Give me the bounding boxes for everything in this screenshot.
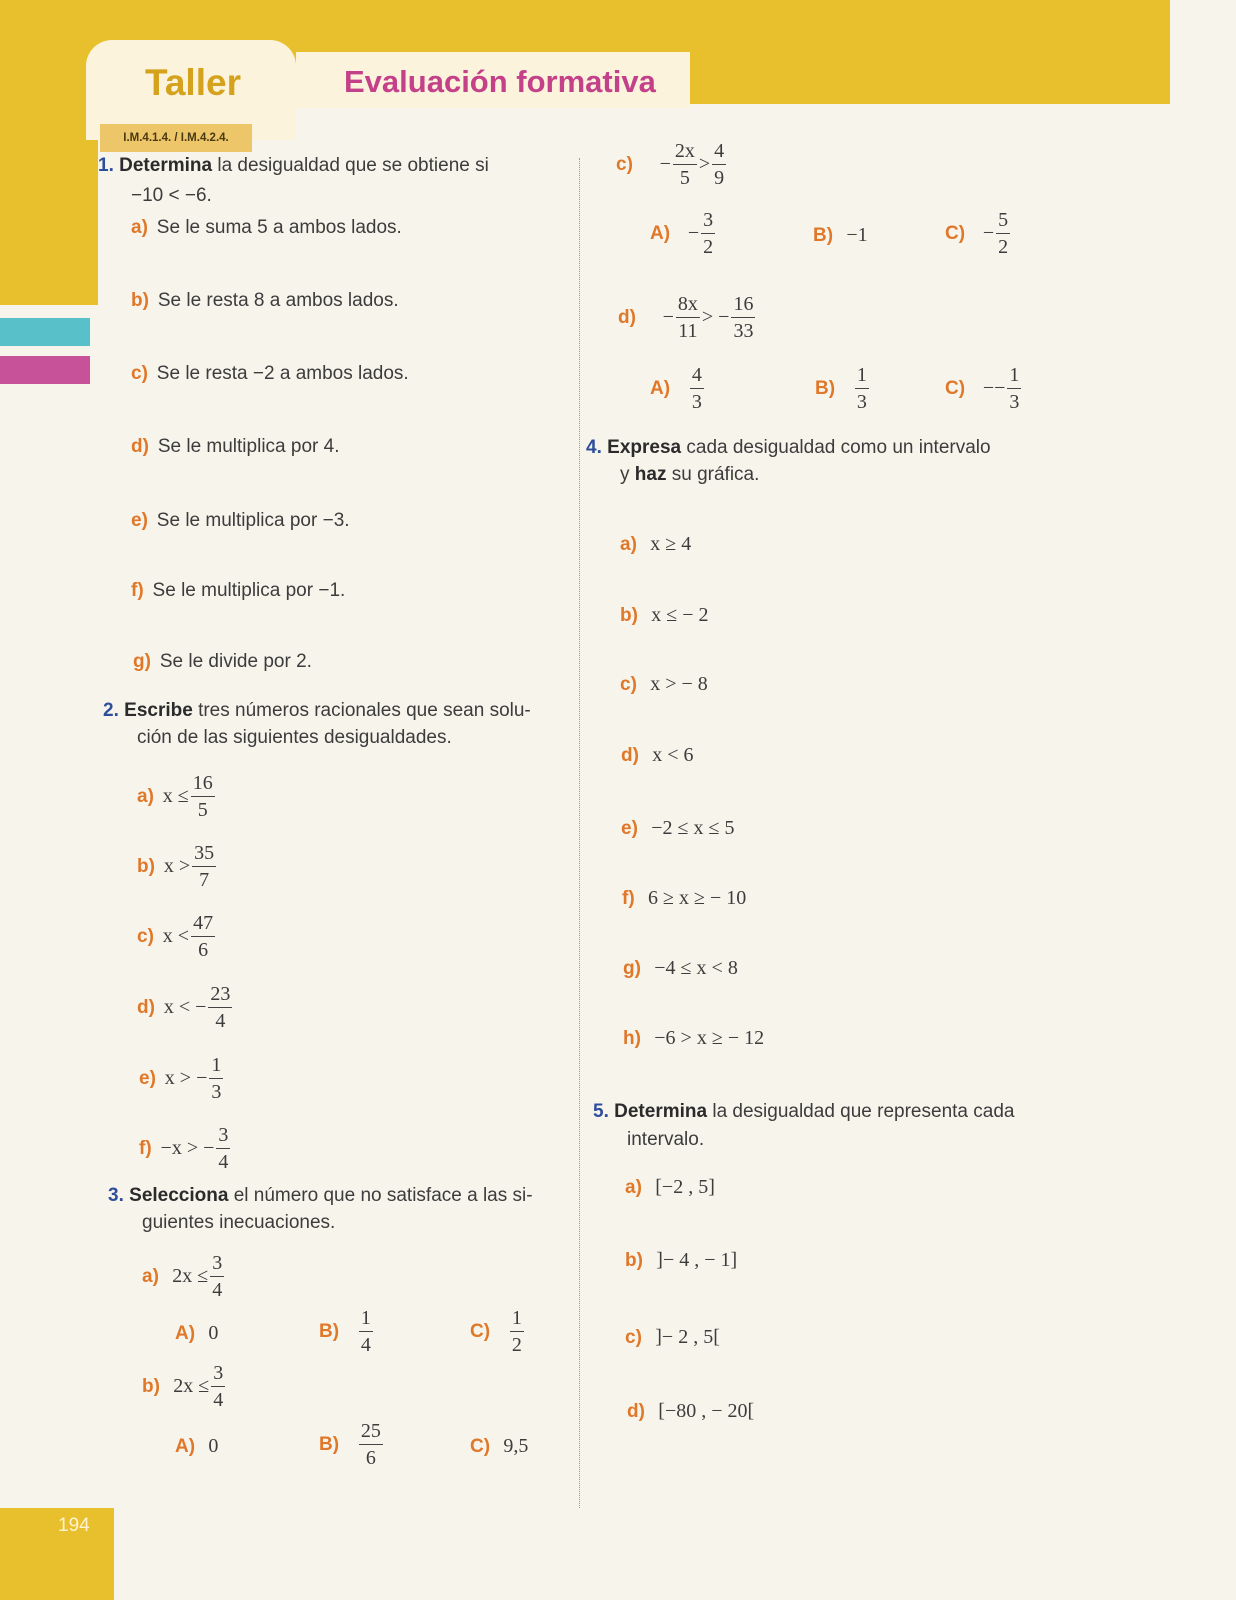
item-label: b) — [142, 1375, 160, 1397]
numerator: 1 — [1007, 362, 1021, 389]
option-a — [650, 362, 706, 415]
denominator: 9 — [714, 167, 725, 189]
denominator: 4 — [215, 1010, 226, 1032]
item-expression: ]− 2 , 5[ — [655, 1326, 720, 1348]
question-text: la desigualdad que representa cada — [707, 1101, 1015, 1122]
item-text: Se le divide por 2. — [159, 651, 312, 672]
negative-sign: − — [662, 306, 674, 328]
denominator: 3 — [1009, 391, 1020, 413]
list-item — [625, 1326, 720, 1349]
numerator: 1 — [510, 1305, 524, 1332]
question-3 — [108, 1182, 568, 1210]
list-item — [625, 1176, 715, 1199]
column-divider — [579, 158, 580, 1508]
question-number: 5. — [593, 1101, 609, 1122]
list-item — [142, 1250, 226, 1303]
numerator: 3 — [211, 1360, 225, 1387]
question-verb: haz — [634, 464, 667, 485]
text-fragment: y — [620, 464, 635, 485]
option-b — [813, 224, 868, 247]
item-text: Se le resta −2 a ambos lados. — [156, 363, 409, 384]
option-c — [945, 207, 1012, 260]
numerator: 3 — [701, 207, 715, 234]
numerator: 16 — [191, 770, 215, 797]
item-expression: −6 > x ≥ − 12 — [654, 1027, 765, 1049]
item-label: f) — [139, 1137, 152, 1159]
item-expression: x ≤ − 2 — [651, 604, 709, 626]
item-label: d) — [627, 1400, 645, 1422]
question-text: cada desigualdad como un intervalo — [681, 437, 991, 458]
item-label: c) — [625, 1326, 642, 1348]
list-item — [622, 887, 746, 910]
item-label: e) — [621, 817, 638, 839]
numerator: 2x — [673, 138, 697, 165]
page-number-band — [0, 1508, 114, 1600]
option-label: A) — [175, 1435, 196, 1457]
item-label: g) — [623, 957, 641, 979]
question-text: tres números racionales que sean solu- — [192, 700, 531, 721]
question-number: 2. — [103, 700, 119, 721]
fraction — [359, 1418, 383, 1471]
item-label: d) — [131, 436, 149, 457]
inequality-lhs: x < − — [163, 996, 207, 1018]
list-item — [137, 910, 217, 963]
list-item — [621, 817, 734, 840]
list-item — [137, 770, 217, 823]
fraction — [209, 1052, 223, 1105]
option-a — [175, 1435, 218, 1458]
option-label: B) — [813, 224, 834, 246]
option-label: A) — [175, 1322, 196, 1344]
list-item — [139, 1122, 232, 1175]
negative-sign: − — [659, 153, 671, 175]
list-item — [131, 290, 399, 312]
question-text: el número que no satisface a las si- — [228, 1185, 533, 1206]
item-label: a) — [142, 1265, 159, 1287]
denominator: 6 — [365, 1447, 376, 1469]
question-1-line2: −10 < −6. — [131, 185, 212, 206]
list-item — [139, 1052, 225, 1105]
item-expression: [−2 , 5] — [655, 1176, 715, 1198]
fraction — [690, 362, 704, 415]
item-expression: x ≥ 4 — [650, 533, 692, 555]
numerator: 35 — [192, 840, 216, 867]
item-expression: −2 ≤ x ≤ 5 — [651, 817, 735, 839]
item-text: Se le multiplica por −1. — [152, 580, 346, 601]
question-5-line2: intervalo. — [627, 1129, 705, 1150]
text-fragment: su gráfica. — [666, 464, 760, 485]
operator: > − — [701, 306, 730, 328]
fraction — [191, 770, 215, 823]
item-label: a) — [131, 217, 148, 238]
numerator: 3 — [216, 1122, 230, 1149]
question-5 — [593, 1098, 1063, 1126]
fraction — [210, 1250, 224, 1303]
list-item — [627, 1400, 754, 1423]
item-label: b) — [131, 290, 149, 311]
item-label: d) — [621, 744, 639, 766]
item-label: f) — [131, 580, 144, 601]
numerator: 47 — [191, 910, 215, 937]
denominator: 11 — [678, 320, 698, 342]
item-label: e) — [139, 1067, 156, 1089]
section-title: Evaluación formativa — [344, 64, 656, 99]
denominator: 5 — [679, 167, 690, 189]
denominator: 6 — [198, 939, 209, 961]
item-label: c) — [616, 153, 633, 175]
question-2 — [103, 697, 563, 725]
option-b — [319, 1305, 375, 1358]
item-label: a) — [625, 1176, 642, 1198]
denominator: 4 — [360, 1334, 371, 1356]
item-label: b) — [620, 604, 638, 626]
option-b — [319, 1418, 385, 1471]
list-item — [623, 957, 738, 980]
numerator: 25 — [359, 1418, 383, 1445]
item-label: a) — [620, 533, 637, 555]
item-label: c) — [620, 673, 637, 695]
option-label: B) — [815, 377, 836, 399]
item-label: e) — [131, 510, 148, 531]
list-item — [616, 138, 728, 191]
question-verb: Determina — [119, 155, 213, 176]
fraction — [211, 1360, 225, 1413]
item-text: Se le multiplica por −3. — [156, 510, 350, 531]
question-number: 3. — [108, 1185, 124, 1206]
item-label: a) — [137, 785, 154, 807]
fraction — [676, 291, 700, 344]
fraction — [510, 1305, 524, 1358]
item-label: b) — [137, 855, 155, 877]
numerator: 4 — [712, 138, 726, 165]
denominator: 3 — [211, 1081, 222, 1103]
denominator: 2 — [998, 236, 1009, 258]
numerator: 8x — [676, 291, 700, 318]
option-value: 0 — [208, 1322, 219, 1344]
item-expression: x < 6 — [652, 744, 694, 766]
left-color-band — [0, 0, 98, 305]
option-label: B) — [319, 1433, 340, 1455]
list-item — [133, 651, 312, 673]
page-number: 194 — [58, 1515, 90, 1536]
denominator: 3 — [691, 391, 702, 413]
question-verb: Selecciona — [129, 1185, 229, 1206]
list-item — [618, 291, 757, 344]
item-label: g) — [133, 651, 151, 672]
question-text: la desigualdad que se obtiene si — [212, 155, 489, 176]
question-1 — [98, 152, 558, 180]
option-value: 9,5 — [503, 1435, 529, 1457]
list-item — [620, 604, 709, 627]
fraction — [191, 910, 215, 963]
numerator: 1 — [359, 1305, 373, 1332]
question-number: 4. — [586, 437, 602, 458]
inequality-lhs: x ≤ — [162, 785, 189, 807]
item-label: h) — [623, 1027, 641, 1049]
item-label: f) — [622, 887, 635, 909]
list-item — [131, 217, 402, 239]
item-label: b) — [625, 1249, 643, 1271]
fraction — [1007, 362, 1021, 415]
fraction — [673, 138, 697, 191]
list-item — [625, 1249, 737, 1272]
item-text: Se le suma 5 a ambos lados. — [156, 217, 402, 238]
item-text: Se le multiplica por 4. — [157, 436, 340, 457]
item-label: d) — [618, 306, 636, 328]
item-expression: −4 ≤ x < 8 — [654, 957, 738, 979]
indicator-code-badge: I.M.4.1.4. / I.M.4.2.4. — [100, 124, 252, 152]
cyan-marker — [0, 318, 90, 346]
list-item — [623, 1027, 764, 1050]
option-label: B) — [319, 1320, 340, 1342]
fraction — [731, 291, 755, 344]
list-item — [620, 673, 708, 696]
question-4 — [586, 434, 1056, 462]
option-label: A) — [650, 222, 671, 244]
fraction — [855, 362, 869, 415]
question-4-line2 — [620, 461, 759, 489]
option-c — [945, 362, 1023, 415]
fraction — [359, 1305, 373, 1358]
list-item — [131, 363, 409, 385]
denominator: 5 — [197, 799, 208, 821]
option-b — [815, 362, 871, 415]
numerator: 16 — [731, 291, 755, 318]
item-expression: ]− 4 , − 1] — [656, 1249, 738, 1271]
denominator: 33 — [733, 320, 754, 342]
denominator: 7 — [199, 869, 210, 891]
fraction — [996, 207, 1010, 260]
option-c — [470, 1435, 528, 1458]
denominator: 4 — [213, 1389, 224, 1411]
inequality-lhs: x > − — [164, 1067, 208, 1089]
numerator: 3 — [210, 1250, 224, 1277]
denominator: 4 — [218, 1151, 229, 1173]
inequality-lhs: 2x ≤ — [173, 1375, 210, 1397]
fraction — [701, 207, 715, 260]
negative-sign: − — [687, 222, 700, 244]
item-label: c) — [137, 925, 154, 947]
question-verb: Determina — [614, 1101, 708, 1122]
item-expression: [−80 , − 20[ — [658, 1400, 755, 1422]
inequality-lhs: −x > − — [160, 1137, 215, 1159]
inequality-lhs: 2x ≤ — [172, 1265, 209, 1287]
inequality-lhs: x > — [163, 855, 191, 877]
list-item — [131, 436, 339, 458]
list-item — [131, 580, 345, 602]
numerator: 1 — [209, 1052, 223, 1079]
option-value: −1 — [846, 224, 868, 246]
denominator: 3 — [856, 391, 867, 413]
tab-title: Taller — [145, 62, 241, 103]
option-label: C) — [945, 377, 966, 399]
question-verb: Expresa — [607, 437, 682, 458]
item-label: d) — [137, 996, 155, 1018]
negative-sign: − — [982, 222, 995, 244]
item-expression: x > − 8 — [650, 673, 708, 695]
item-label: c) — [131, 363, 148, 384]
numerator: 1 — [855, 362, 869, 389]
item-text: Se le resta 8 a ambos lados. — [157, 290, 399, 311]
list-item — [137, 981, 234, 1034]
list-item — [131, 510, 350, 532]
option-a — [650, 207, 717, 260]
question-number: 1. — [98, 155, 114, 176]
numerator: 4 — [690, 362, 704, 389]
option-a — [175, 1322, 218, 1345]
fraction — [216, 1122, 230, 1175]
option-value: 0 — [208, 1435, 219, 1457]
denominator: 4 — [212, 1279, 223, 1301]
numerator: 23 — [208, 981, 232, 1008]
list-item — [137, 840, 218, 893]
operator: > — [698, 153, 711, 175]
fraction — [208, 981, 232, 1034]
option-label: C) — [470, 1435, 491, 1457]
question-2-line2: ción de las siguientes desigualdades. — [137, 727, 452, 748]
option-label: C) — [945, 222, 966, 244]
question-verb: Escribe — [124, 700, 193, 721]
list-item — [142, 1360, 227, 1413]
list-item — [620, 533, 691, 556]
denominator: 2 — [511, 1334, 522, 1356]
fraction — [712, 138, 726, 191]
pink-marker — [0, 356, 90, 384]
denominator: 2 — [703, 236, 714, 258]
list-item — [621, 744, 694, 767]
question-3-line2: guientes inecuaciones. — [142, 1212, 336, 1233]
item-expression: 6 ≥ x ≥ − 10 — [648, 887, 747, 909]
numerator: 5 — [996, 207, 1010, 234]
fraction — [192, 840, 216, 893]
inequality-lhs: x < — [162, 925, 190, 947]
option-label: C) — [470, 1320, 491, 1342]
option-c — [470, 1305, 526, 1358]
option-label: A) — [650, 377, 671, 399]
negative-sign: −− — [982, 377, 1006, 399]
